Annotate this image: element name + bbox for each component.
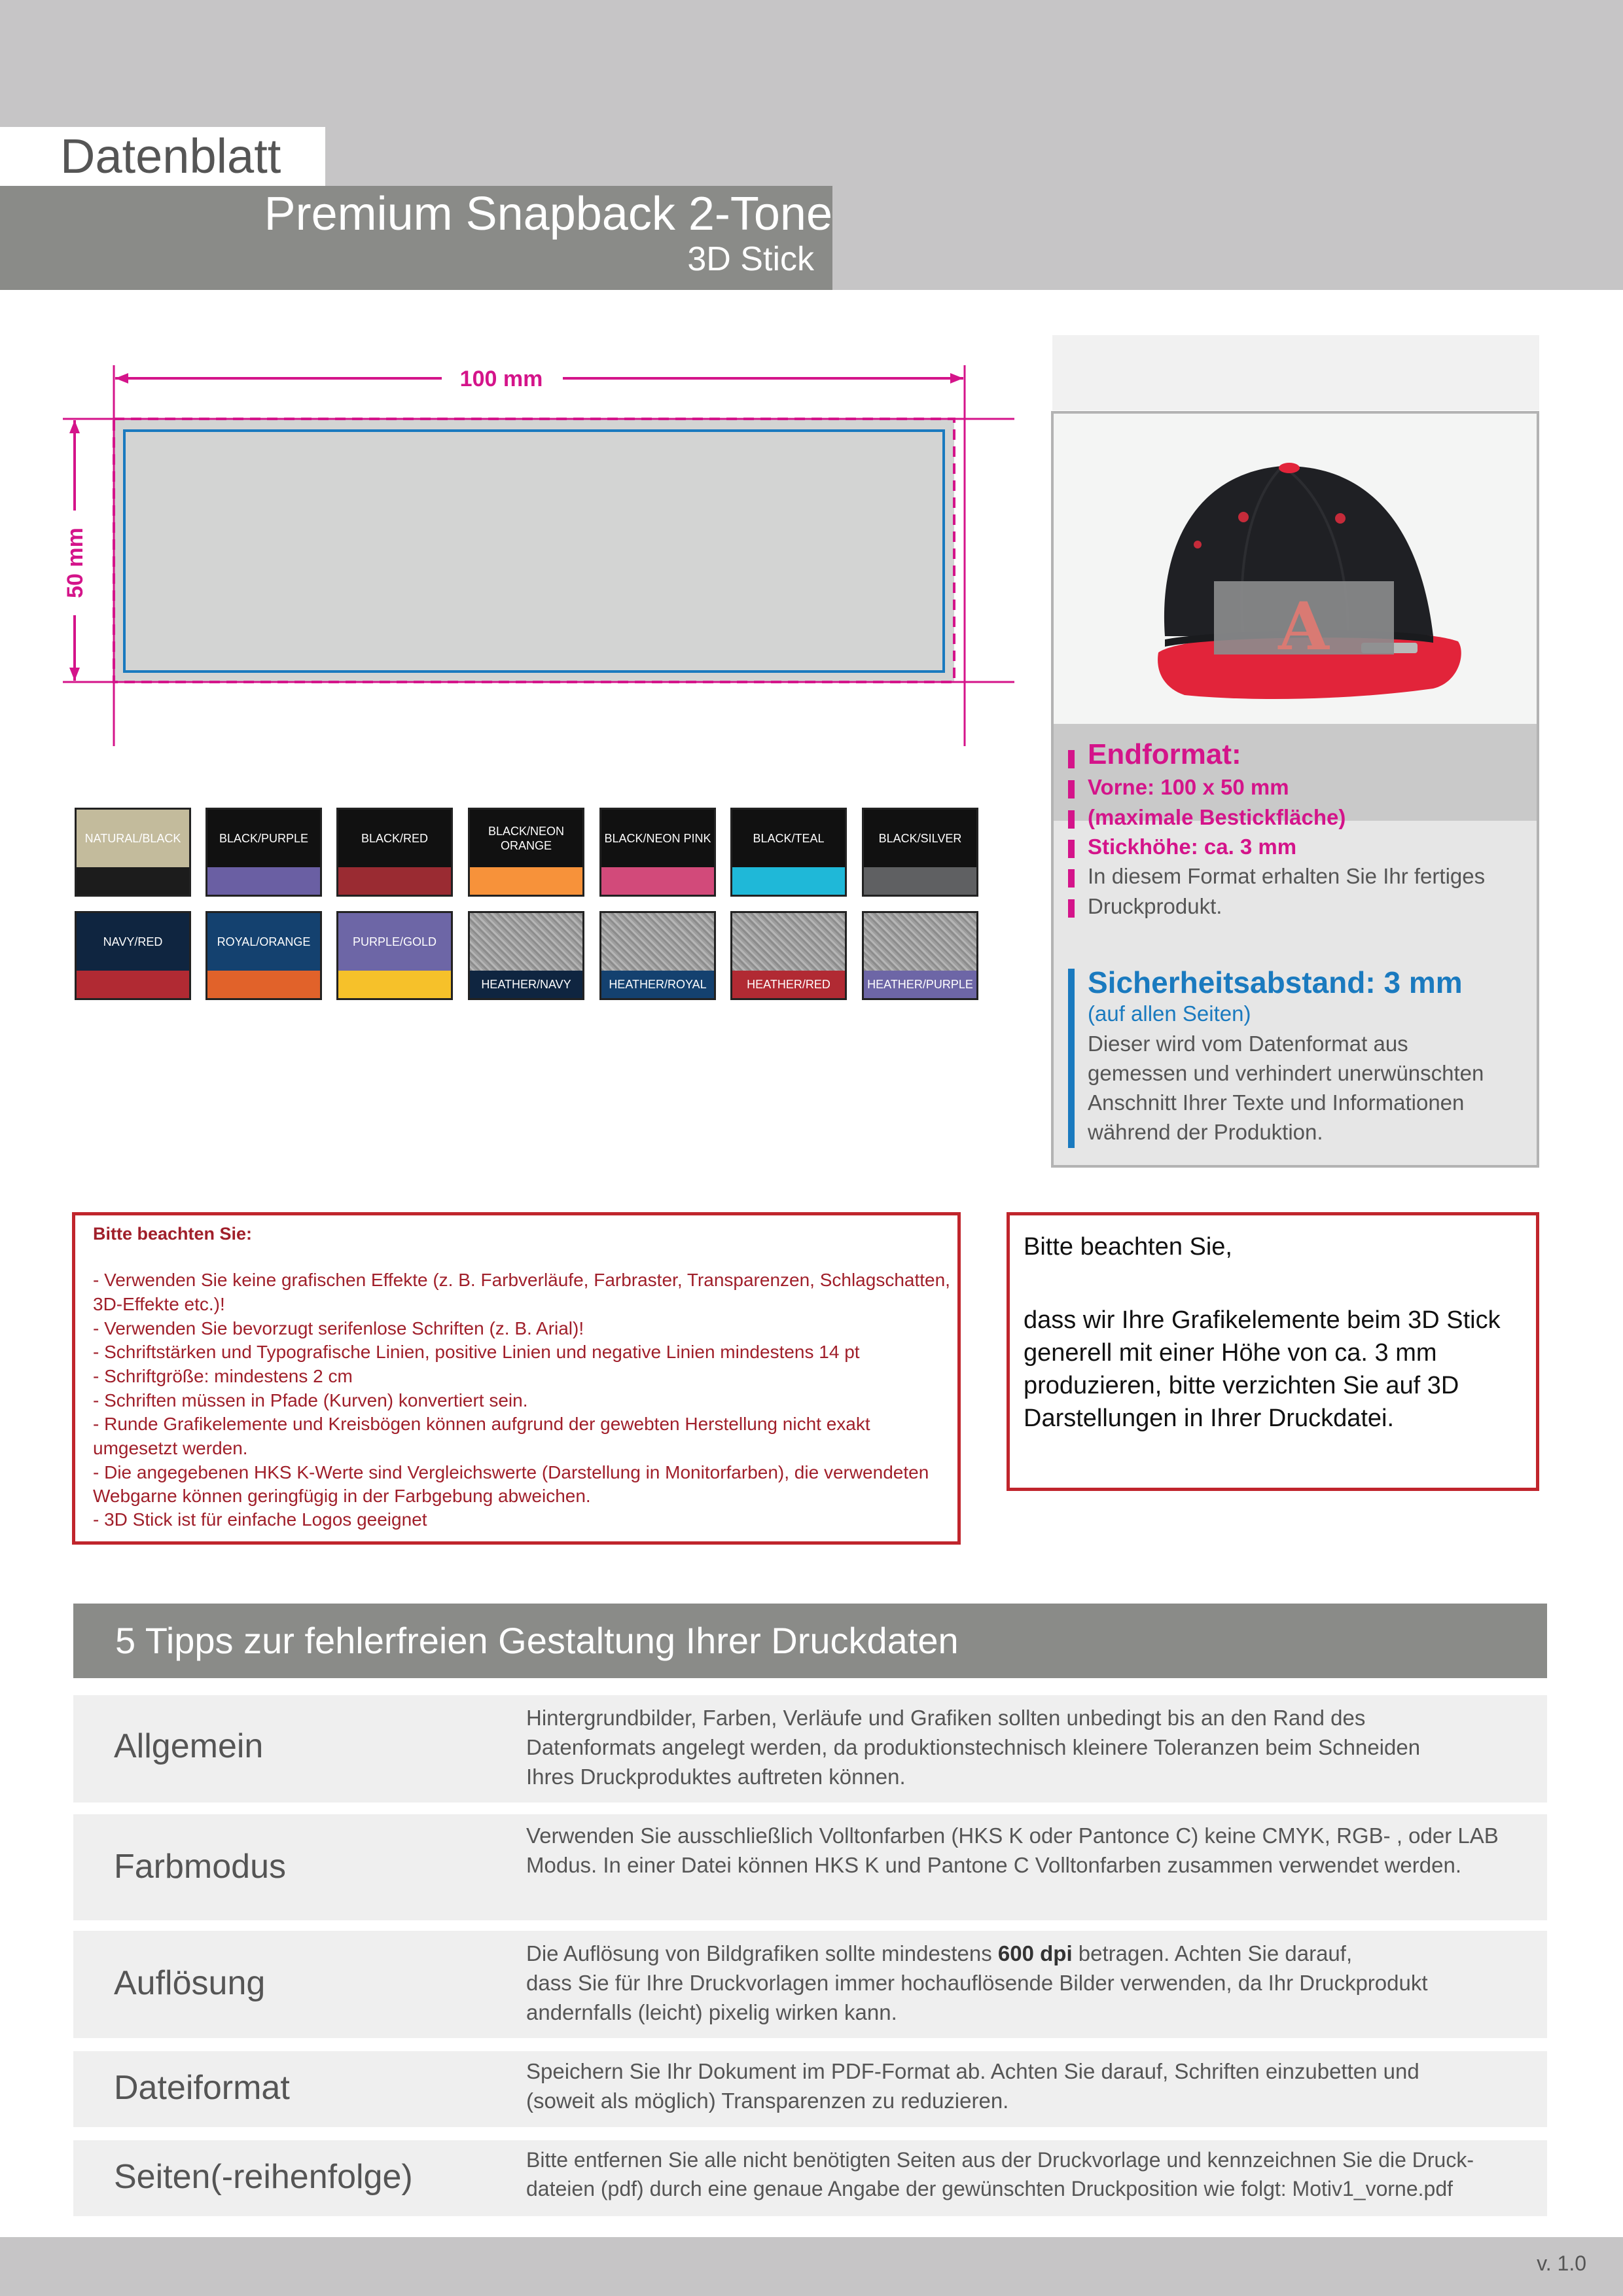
note-left-line: Webgarne können geringfügig in der Farbgebung abweichen. xyxy=(93,1486,591,1506)
tip-label: Dateiformat xyxy=(114,2069,290,2107)
swatch-black-red xyxy=(336,808,453,897)
endformat-bullet xyxy=(1068,810,1075,829)
swatch-heather-red xyxy=(730,911,847,1000)
endformat-line: Stickhöhe: ca. 3 mm xyxy=(1088,834,1297,859)
swatch-black-neon-pink xyxy=(599,808,716,897)
note-left-line: - Verwenden Sie bevorzugt serifenlose Schriften (z. B. Arial)! xyxy=(93,1318,584,1338)
note-left-line: - Verwenden Sie keine grafischen Effekte (z. B. Farbverläufe, Farbraster, Transparenzen, Schlagschatten, xyxy=(93,1270,950,1290)
swatch-natural-black xyxy=(75,808,191,897)
swatch-label: HEATHER/PURPLE xyxy=(867,977,973,991)
note-left-line: - Die angegebenen HKS K-Werte sind Vergleichswerte (Darstellung in Monitorfarben), die verwendeten xyxy=(93,1462,929,1482)
swatch-royal-orange xyxy=(205,911,322,1000)
swatch-top xyxy=(338,913,451,971)
swatch-heather-navy xyxy=(468,911,584,1000)
swatch-label: NATURAL/BLACK xyxy=(84,832,181,845)
width-label: 100 mm xyxy=(459,367,543,391)
tip-text: andernfalls (leicht) pixelig wirken kann. xyxy=(526,2000,897,2024)
note-right-line: produzieren, bitte verzichten Sie auf 3D xyxy=(1024,1372,1459,1399)
tip-text: Bitte entfernen Sie alle nicht benötigten Seiten aus der Druckvorlage und kennzeichnen Sie die Druck- xyxy=(526,2148,1474,2172)
swatch-purple-gold xyxy=(336,911,453,1000)
swatch-bottom xyxy=(338,867,451,895)
swatch-bottom xyxy=(77,867,189,895)
swatch-top xyxy=(732,810,845,867)
endformat-bullet xyxy=(1068,869,1075,888)
note-right-title: Bitte beachten Sie, xyxy=(1024,1233,1232,1261)
swatch-label: HEATHER/ROYAL xyxy=(609,977,707,991)
swatch-black-neon-orange xyxy=(468,808,584,897)
swatch-label: PURPLE/GOLD xyxy=(352,935,437,948)
swatch-label: BLACK/SILVER xyxy=(878,832,962,845)
tip-text: Die Auflösung von Bildgrafiken sollte mindestens 600 dpi betragen. Achten Sie darauf, xyxy=(526,1941,1353,1965)
note-left-line: 3D-Effekte etc.)! xyxy=(93,1294,225,1314)
product-variant: 3D Stick xyxy=(687,240,814,278)
tip-text: (soweit als möglich) Transparenzen zu reduzieren. xyxy=(526,2089,1009,2113)
swatch-bottom xyxy=(732,867,845,895)
swatch-top xyxy=(77,913,189,971)
swatch-label: ROYAL/ORANGE xyxy=(217,935,311,948)
swatch-label: BLACK/TEAL xyxy=(753,832,825,845)
endformat-title: Endformat: xyxy=(1088,738,1241,770)
doc-label: Datenblatt xyxy=(60,129,281,183)
swatch-black-silver xyxy=(862,808,978,897)
swatch-top xyxy=(207,810,320,867)
tip-label: Auflösung xyxy=(114,1964,266,2002)
endformat-line: Vorne: 100 x 50 mm xyxy=(1088,775,1289,799)
tip-text: dass Sie für Ihre Druckvorlagen immer hochauflösende Bilder verwenden, da Ihr Druckprodukt xyxy=(526,1971,1428,1995)
swatch-black-teal xyxy=(730,808,847,897)
note-left-line: - Runde Grafikelemente und Kreisbögen können aufgrund der gewebten Herstellung nicht exakt xyxy=(93,1414,870,1434)
swatch-bottom xyxy=(864,867,976,895)
swatch-label: NAVY/RED xyxy=(103,935,163,948)
note-right-line: Darstellungen in Ihrer Druckdatei. xyxy=(1024,1405,1395,1432)
tip-text: Ihres Druckproduktes auftreten können. xyxy=(526,1765,906,1789)
tip-text: Datenformats angelegt werden, da produktionstechnisch kleinere Toleranzen beim Schneiden xyxy=(526,1735,1421,1759)
endformat-note: In diesem Format erhalten Sie Ihr fertiges xyxy=(1088,864,1486,888)
safety-bar xyxy=(1068,969,1075,1148)
version-label: v. 1.0 xyxy=(1537,2251,1586,2275)
height-label: 50 mm xyxy=(63,528,88,598)
end-format-rect xyxy=(114,419,954,682)
swatch-bottom xyxy=(338,971,451,998)
tip-text: Verwenden Sie ausschließlich Volltonfarben (HKS K oder Pantonce C) keine CMYK, RGB- , oder LAB xyxy=(526,1823,1499,1848)
swatch-top xyxy=(338,810,451,867)
snapback-cap-image xyxy=(1054,414,1537,724)
tip-label: Seiten(-reihenfolge) xyxy=(114,2158,413,2196)
tip-text: Modus. In einer Datei können HKS K und Pantone C Volltonfarben zusammen verwendet werden. xyxy=(526,1853,1462,1877)
swatch-top xyxy=(77,810,189,867)
endformat-bullet xyxy=(1068,750,1075,768)
tip-text: Hintergrundbilder, Farben, Verläufe und Grafiken sollten unbedingt bis an den Rand des xyxy=(526,1706,1366,1730)
endformat-bullet xyxy=(1068,840,1075,858)
swatch-bottom xyxy=(601,867,714,895)
safety-line: während der Produktion. xyxy=(1088,1120,1323,1144)
note-right-line: generell mit einer Höhe von ca. 3 mm xyxy=(1024,1339,1437,1367)
swatch-label: HEATHER/NAVY xyxy=(481,977,571,991)
safety-title: Sicherheitsabstand: 3 mm xyxy=(1088,965,1463,999)
tips-title: 5 Tipps zur fehlerfreien Gestaltung Ihrer Druckdaten xyxy=(115,1620,959,1661)
safety-line: Dieser wird vom Datenformat aus xyxy=(1088,1031,1408,1056)
endformat-bullet xyxy=(1068,899,1075,918)
note-left-line: - 3D Stick ist für einfache Logos geeignet xyxy=(93,1509,427,1530)
swatch-top xyxy=(470,913,582,971)
endformat-note: Druckprodukt. xyxy=(1088,894,1222,918)
swatch-bottom xyxy=(864,971,976,998)
swatch-navy-red xyxy=(75,911,191,1000)
swatch-top xyxy=(864,810,976,867)
swatch-heather-purple xyxy=(862,911,978,1000)
swatch-bottom xyxy=(470,867,582,895)
tip-text: Speichern Sie Ihr Dokument im PDF-Format ab. Achten Sie darauf, Schriften einzubetten und xyxy=(526,2059,1419,2083)
tip-label: Allgemein xyxy=(114,1727,264,1765)
swatch-label: BLACK/PURPLE xyxy=(219,832,309,845)
note-left-line: umgesetzt werden. xyxy=(93,1438,248,1458)
swatch-top xyxy=(601,913,714,971)
swatch-bottom xyxy=(207,971,320,998)
width-arrow-head-right xyxy=(950,373,963,384)
dimension-drawing xyxy=(59,353,1027,759)
swatch-label: BLACK/NEON PINK xyxy=(604,832,711,845)
swatch-bottom xyxy=(207,867,320,895)
panel-top xyxy=(1052,335,1539,410)
footer-band xyxy=(0,2237,1623,2296)
note-left-line: - Schriften müssen in Pfade (Kurven) konvertiert sein. xyxy=(93,1390,528,1410)
cap-letter: A xyxy=(1278,588,1329,665)
product-title: Premium Snapback 2-Tone xyxy=(264,188,832,240)
safety-line: Anschnitt Ihrer Texte und Informationen xyxy=(1088,1090,1465,1115)
endformat-bullet xyxy=(1068,780,1075,798)
swatch-bottom xyxy=(470,971,582,998)
height-arrow-head-top xyxy=(69,420,80,433)
swatch-top xyxy=(864,913,976,971)
swatch-bottom xyxy=(732,971,845,998)
swatch-top xyxy=(601,810,714,867)
note-left-line: - Schriftgröße: mindestens 2 cm xyxy=(93,1366,353,1386)
swatch-black-purple xyxy=(205,808,322,897)
swatch-label: BLACK/RED xyxy=(361,832,429,845)
swatch-bottom xyxy=(77,971,189,998)
swatch-label: HEATHER/RED xyxy=(747,977,830,991)
swatch-heather-royal xyxy=(599,911,716,1000)
cap-image-area xyxy=(1054,414,1537,724)
note-right-line: dass wir Ihre Grafikelemente beim 3D Stick xyxy=(1024,1306,1501,1334)
note-left-line: - Schriftstärken und Typografische Linien, positive Linien und negative Linien mindestens 14 pt xyxy=(93,1342,860,1362)
tip-text: dateien (pdf) durch eine genaue Angabe der gewünschten Druckposition wie folgt: Motiv1_vorne.pdf xyxy=(526,2177,1454,2200)
note-left-title: Bitte beachten Sie: xyxy=(93,1224,253,1244)
safety-subtitle: (auf allen Seiten) xyxy=(1088,1001,1251,1026)
swatch-label: BLACK/NEON ORANGE xyxy=(488,825,565,852)
endformat-line: (maximale Bestickfläche) xyxy=(1088,805,1346,829)
swatch-top xyxy=(470,810,582,867)
height-arrow-head-bottom xyxy=(69,668,80,681)
swatch-bottom xyxy=(601,971,714,998)
swatch-top xyxy=(732,913,845,971)
width-arrow-head-left xyxy=(115,373,128,384)
safety-line: gemessen und verhindert unerwünschten xyxy=(1088,1061,1484,1085)
tip-label: Farbmodus xyxy=(114,1848,286,1886)
swatch-top xyxy=(207,913,320,971)
